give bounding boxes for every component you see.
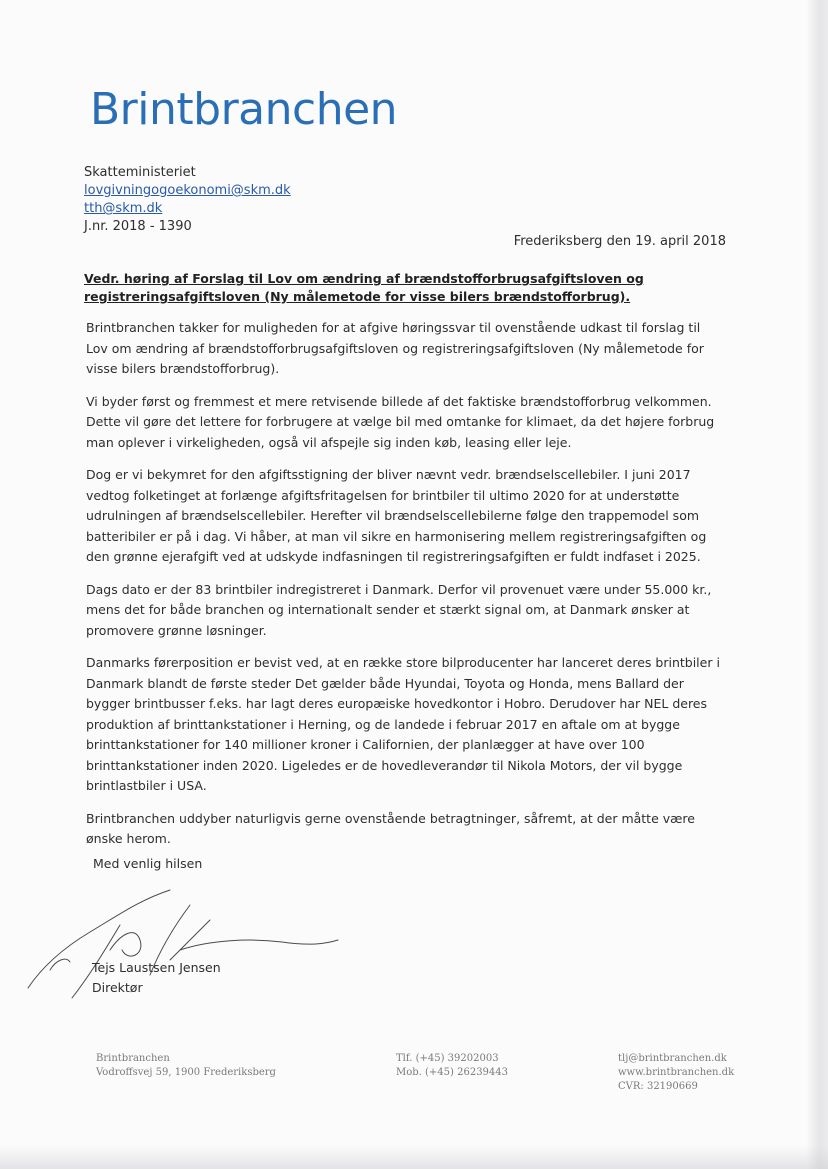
signer-name: Tejs Laustsen Jensen [92, 960, 221, 975]
journal-number: J.nr. 2018 - 1390 [84, 219, 192, 234]
recipient-email-link-2[interactable]: tth@skm.dk [84, 201, 163, 216]
footer-street: Vodroffsvej 59, 1900 Frederiksberg [96, 1067, 276, 1078]
footer-cvr: CVR: 32190669 [618, 1081, 698, 1092]
paragraph: Brintbranchen uddyber naturligvis gerne ovenstående betragtninger, såfremt, at der måtte være ønske herom. [86, 810, 695, 846]
footer-address [96, 1052, 276, 1080]
scan-edge-shadow [806, 0, 828, 1169]
letter-body [86, 318, 726, 862]
letterhead-logo: Brintbranchen [90, 84, 398, 135]
footer-web [618, 1052, 734, 1094]
paragraph: Dags dato er der 83 brintbiler indregistreret i Danmark. Derfor vil provenuet være under 55.000 kr., mens det for både branchen og internationalt sender et stærkt signal om, at Danmark ønsker at promovere grønne løsninger. [86, 581, 712, 638]
paragraph: Brintbranchen takker for muligheden for at afgive høringssvar til ovenstående udkast til forslag til Lov om ændring af brændstofforbrugsafgiftsloven og registreringsafgiftsloven (Ny målemetode for visse bilers brændstofforbrug). [86, 320, 704, 376]
paragraph: Vi byder først og fremmest et mere retvisende billede af det faktiske brændstofforbrug velkommen. Dette vil gøre det lettere for forbrugere at vælge bil med omtanke for klimaet, da det højere forbrug man oplever i virkeligheden, også vil afspejle sig inden køb, leasing eller leje. [86, 393, 715, 450]
scan-bottom-shadow [0, 1145, 828, 1169]
footer-mobile: Mob. (+45) 26239443 [396, 1067, 509, 1078]
recipient-name: Skatteministeriet [84, 165, 196, 180]
paragraph: Danmarks førerposition er bevist ved, at en række store bilproducenter har lanceret deres brintbiler i Danmark blandt de første steder Det gælder både Hyundai, Toyota og Honda, mens Ballard der bygger brintbusser f.eks. har lagt deres europæiske hovedkontor i Hobro. Derudover har NEL deres produktion af brinttankstationer i Herning, og de landede i februar 2017 en aftale om at bygge brinttankstationer for 140 millioner kroner i Californien, der planlægger at have over 100 brinttankstationer inden 2020. Ligeledes er de hovedleverandør til Nikola Motors, der vil bygge brintlastbiler i USA. [86, 655, 720, 793]
signer-block [92, 958, 221, 998]
footer-org: Brintbranchen [96, 1053, 170, 1064]
recipient-block [84, 164, 291, 236]
date-line: Frederiksberg den 19. april 2018 [513, 234, 726, 249]
closing-salutation: Med venlig hilsen [93, 856, 203, 871]
footer-email: tlj@brintbranchen.dk [618, 1053, 727, 1064]
recipient-email-link[interactable]: lovgivningogoekonomi@skm.dk [84, 183, 291, 198]
paragraph: Dog er vi bekymret for den afgiftsstigning der bliver nævnt vedr. brændselscellebiler. I juni 2017 vedtog folketinget at forlænge afgiftsfritagelsen for brintbiler til ultimo 2020 for at understøtte udrulningen af brændselscellebiler. Herefter vil brændselscellebilerne følge den trappemodel som batteribiler er på i dag. Vi håber, at man vil sikre en harmonisering mellem registreringsafgiften og den grønne ejerafgift ved at udskyde indfasningen til registreringsafgiften er fuldt indfaset i 2025. [86, 467, 707, 564]
signer-title: Direktør [92, 980, 143, 995]
footer-website: www.brintbranchen.dk [618, 1067, 735, 1078]
subject-line: Vedr. høring af Forslag til Lov om ændring af brændstofforbrugsafgiftsloven og registreringsafgiftsloven (Ny målemetode for visse bilers brændstofforbrug). [84, 271, 644, 304]
footer-contact [396, 1052, 508, 1080]
footer-phone: Tlf. (+45) 39202003 [396, 1053, 499, 1064]
